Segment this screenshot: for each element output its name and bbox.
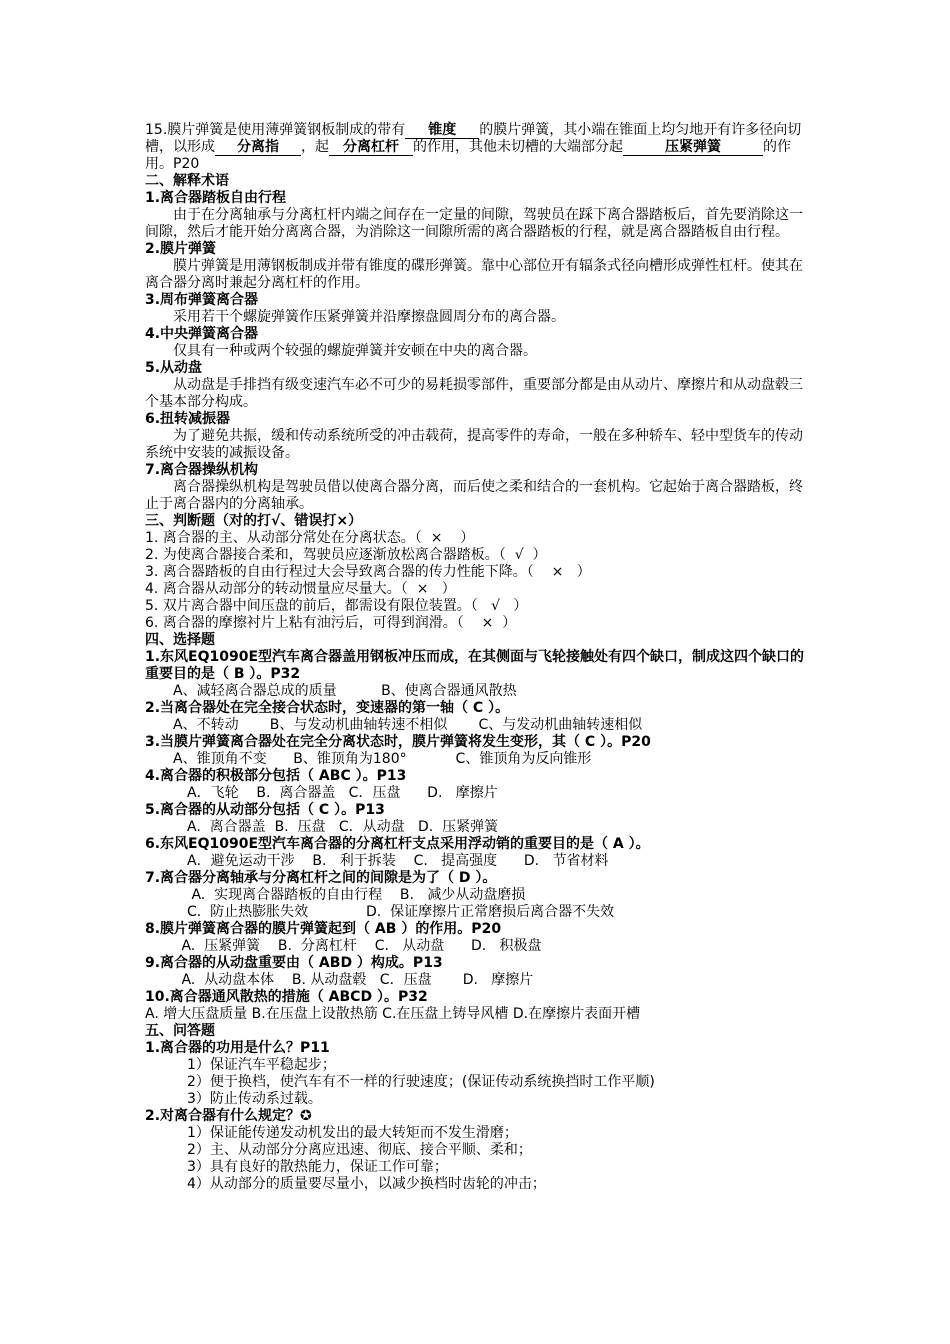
term-body: 由于在分离轴承与分离杠杆内端之间存在一定量的间隙，驾驶员在踩下离合器踏板后，首先要消除这一间隙，然后才能开始分离离合器，为消除这一间隙所需的离合器踏板的行程，就是离合器踏板自由行程。 [145, 207, 803, 240]
qa-question: 1.离合器的功用是什么？P11 [145, 1040, 330, 1056]
term-title: 4.中央弹簧离合器 [145, 326, 259, 342]
term-title: 3.周布弹簧离合器 [145, 292, 259, 308]
section-heading: 二、解释术语 [145, 173, 229, 189]
fill-blank-q15: 15.膜片弹簧是使用薄弹簧钢板制成的带有 锥度 的膜片弹簧，其小端在锥面上均匀地开有许多径向切槽，以形成 分离指 ，起 分离杠杆 的作用，其他未切槽的大端部分起 压紧弹簧 的作用。P20 [145, 122, 802, 172]
judgement-item: 3. 离合器踏板的自由行程过大会导致离合器的传力性能下降。（ × ） [145, 564, 591, 580]
choice-question: 9.离合器的从动盘重要由（ ABD ）构成。P13 [145, 955, 443, 971]
choice-options: A、不转动 B、与发动机曲轴转速不相似 C、与发动机曲轴转速相似 [173, 717, 643, 733]
choice-question: 1.东风EQ1090E型汽车离合器盖用钢板冲压而成，在其侧面与飞轮接触处有四个缺口，制成这四个缺口的重要目的是（ B ）。P32 [145, 649, 805, 682]
blank-answer: 分离杠杆 [329, 140, 413, 156]
qa-list [145, 1040, 805, 1193]
judgement-item: 2. 为使离合器接合柔和，驾驶员应逐渐放松离合器踏板。（ √ ） [145, 547, 547, 563]
qa-answer-item: 1）保证能传递发动机发出的最大转矩而不发生滑磨； [187, 1125, 518, 1141]
section-heading: 三、判断题（对的打√、错误打×） [145, 513, 363, 529]
choice-question: 5.离合器的从动部分包括（ C ）。P13 [145, 802, 385, 818]
choice-question: 3.当膜片弹簧离合器处在完全分离状态时，膜片弹簧将发生变形，其（ C ）。P20 [145, 734, 651, 750]
choice-options: A．避免运动干涉 B. 利于拆装 C. 提高强度 D. 节省材料 [187, 853, 609, 869]
choice-options: A、减轻离合器总成的质量 B、使离合器通风散热 [173, 683, 517, 699]
term-body: 从动盘是手排挡有级变速汽车必不可少的易耗损零部件，重要部分都是由从动片、摩擦片和从动盘毂三个基本部分构成。 [145, 377, 803, 410]
term-title: 7.离合器操纵机构 [145, 462, 259, 478]
choice-question: 4.离合器的积极部分包括（ ABC ）。P13 [145, 768, 407, 784]
section-heading: 五、问答题 [145, 1023, 215, 1039]
choice-options: A. 压紧弹簧 B. 分离杠杆 C. 从动盘 D. 积极盘 [177, 938, 542, 954]
term-title: 2.膜片弹簧 [145, 241, 217, 257]
choice-question: 7.离合器分离轴承与分离杠杆之间的间隙是为了（ D ）。 [145, 870, 497, 886]
qa-answer-item: 3）防止传动系过载。 [187, 1091, 322, 1107]
choice-question: 6.东风EQ1090E型汽车离合器的分离杠杆支点采用浮动销的重要目的是（ A ）。 [145, 836, 650, 852]
choice-list [145, 649, 805, 1023]
qa-answer-item: 3）具有良好的散热能力，保证工作可靠； [187, 1159, 448, 1175]
term-title: 1.离合器踏板自由行程 [145, 190, 287, 206]
qa-answer-item: 2）便于换档，使汽车有不一样的行驶速度；(保证传动系统换挡时工作平顺) [187, 1074, 655, 1090]
qa-question: 2.对离合器有什么规定？✪ [145, 1108, 312, 1124]
choice-options: A．飞轮 B. 离合器盖 C．压盘 D. 摩擦片 [187, 785, 498, 801]
choice-question: 10.离合器通风散热的措施（ ABCD ）。P32 [145, 989, 428, 1005]
term-title: 6.扭转减振器 [145, 411, 231, 427]
term-list [145, 190, 805, 513]
choice-options: A. 增大压盘质量 B.在压盘上设散热筋 C.在压盘上铸导风槽 D.在摩擦片表面开槽 [145, 1006, 641, 1022]
term-body: 离合器操纵机构是驾驶员借以使离合器分离，而后使之柔和结合的一套机构。它起始于离合器踏板，终止于离合器内的分离轴承。 [145, 479, 803, 512]
choice-question: 8.膜片弹簧离合器的膜片弹簧起到（ AB ）的作用。P20 [145, 921, 502, 937]
blank-answer: 锥度 [405, 123, 479, 139]
judgement-item: 5. 双片离合器中间压盘的前后，都需设有限位装置。（ √ ） [145, 598, 528, 614]
choice-options: A. 实现离合器踏板的自由行程 B. 减少从动盘磨损 [187, 887, 526, 903]
judgement-item: 1. 离合器的主、从动部分常处在分离状态。（ × ） [145, 530, 475, 546]
qa-answer-item: 1）保证汽车平稳起步； [187, 1057, 336, 1073]
judgement-list [145, 530, 805, 632]
term-body: 仅具有一种或两个较强的螺旋弹簧并安顿在中央的离合器。 [173, 343, 537, 359]
choice-options: A、锥顶角不变 B、锥顶角为180° C、锥顶角为反向锥形 [173, 751, 592, 767]
choice-options: A. 离合器盖 B. 压盘 C．从动盘 D. 压紧弹簧 [187, 819, 499, 835]
qa-answer-item: 4）从动部分的质量要尽量小，以减少换档时齿轮的冲击； [187, 1176, 546, 1192]
document-page [145, 122, 805, 1193]
qa-answer-item: 2）主、从动部分分离应迅速、彻底、接合平顺、柔和； [187, 1142, 532, 1158]
term-title: 5.从动盘 [145, 360, 203, 376]
section-heading: 四、选择题 [145, 632, 215, 648]
blank-answer: 压紧弹簧 [623, 140, 763, 156]
term-body: 为了避免共振，缓和传动系统所受的冲击载荷，提高零件的寿命，一般在多种轿车、轻中型货车的传动系统中安装的减振设备。 [145, 428, 803, 461]
choice-options: A. 从动盘本体 B. 从动盘毂 C．压盘 D. 摩擦片 [177, 972, 534, 988]
term-body: 采用若干个螺旋弹簧作压紧弹簧并沿摩擦盘圆周分布的离合器。 [173, 309, 565, 325]
term-body: 膜片弹簧是用薄钢板制成并带有锥度的碟形弹簧。靠中心部位开有辐条式径向槽形成弹性杠杆。使其在离合器分离时兼起分离杠杆的作用。 [145, 258, 803, 291]
choice-options: C. 防止热膨胀失效 D. 保证摩擦片正常磨损后离合器不失效 [187, 904, 615, 920]
blank-answer: 分离指 [215, 140, 301, 156]
judgement-item: 6. 离合器的摩擦衬片上粘有油污后，可得到润滑。（ × ） [145, 615, 517, 631]
choice-question: 2.当离合器处在完全接合状态时，变速器的第一轴（ C ）。 [145, 700, 510, 716]
judgement-item: 4. 离合器从动部分的转动惯量应尽量大。（ × ） [145, 581, 456, 597]
